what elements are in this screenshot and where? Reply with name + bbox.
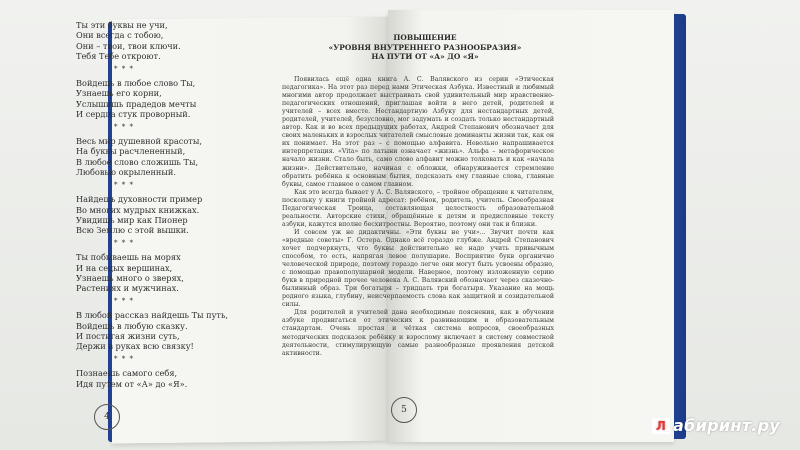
poem-stanza (76, 252, 266, 294)
page-number-left: 4 (94, 404, 120, 430)
poem-line: Растениях и мужчинах. (76, 283, 179, 294)
poem-line: В любой рассказ найдешь Ты путь, (76, 310, 229, 321)
poem-line: Войдешь в любое слово Ты, (76, 78, 196, 89)
stanza-separator: * * * (114, 180, 134, 189)
poem-line: Найдешь духовности пример (76, 194, 203, 205)
poem-line: Познаешь самого себя, (76, 368, 178, 379)
poem-stanza (76, 20, 266, 62)
article-body (282, 76, 554, 358)
article-paragraph: Как это всегда бывает у А. С. Валявского, – тройное обращение к читателям, поскольку у книги тройной адресат: ребёнок, родитель, учитель. Своеобразная Педагогическая Троица, составляющая целостность образовательной реальности. Авторские стихи, обращённые к детям и предисловные тексту азбуки, кажутся вполне бесхитростны. Вероятно, поэтому они так и близки. (282, 188, 554, 228)
article-paragraph: Появилась ещё одна книга А. С. Валявского из серии «Этическая педагогика». На этот раз перед нами Этическая Азбука. Известный и любимый многими автор продолжает выстраивать свой удивительный мир нравственно-педагогических отношений, приглашая войти в него детей, родителей и учителей – всех вместе. Нестандартную Азбуку для нестандартных детей, родителей, учителей, безусловно, мог задумать и создать только нестандартный автор. Как и во всех предыдущих работах, Андрей Степанович обозначает для своих маленьких и взрослых читателей смысловые доминанты жизни так, как он их понимает. На этот раз – с помощью алфавита. Невольно напрашивается интерпретация. «Vita» по латыни означает «жизнь». Альфа – метафорическое начало жизни. Стало быть, само слово алфавит можно толковать и как «начала жизни». Действительно, начиная с обложки, обнаруживается стремление обратить ребёнка к основным бытия, подсказать ему главные слова, главные буквы, самое главное о самом главном. (282, 76, 554, 188)
stanza-separator: * * * (114, 296, 134, 305)
article-heading (290, 33, 560, 62)
poem-line: Любовью окрыленный. (76, 167, 176, 178)
poem-stanza (76, 194, 266, 236)
poem-line: Увидишь мир как Пионер (76, 214, 188, 225)
heading-line: ПОВЫШЕНИЕ (393, 33, 457, 42)
poem-line: Во многих мудрых книжках. (76, 204, 200, 215)
poem-line: Ты эти буквы не учи, (76, 20, 168, 30)
poem-line: Всю Землю с этой вышки. (76, 225, 189, 236)
poem-line: Тебя Тебе откроют. (76, 51, 161, 62)
poem-line: Узнаешь его корни, (76, 88, 162, 99)
labirint-watermark (652, 416, 780, 435)
article-paragraph: И совсем уж не дидактичны. «Эти буквы не учи»... Звучит почти как «вредные советы» Г. Остера. Однако всё гораздо глубже. Андрей Степанович хочет подчеркнуть, что буквы действительно не надо учить привычным способом, то есть, напрягая левое полушарие. Восприятие букв органично человеческой природе, поэтому гораздо легче они могут быть усвоены образно, с помощью правополушарной модели. Наверное, поэтому изложенную серию букв в природной прочее человека А. С. Валявский обозначает через сказочно-былинный образ. Три богатыря – тридцать три богатыря. Указание на мощь родного языка, глубину, неисчерпаемость слова как защитной и созидательной силы. (282, 228, 554, 309)
poem-line: Весь мир душевной красоты, (76, 136, 202, 147)
poem-stanza (76, 368, 266, 389)
poem-line: И постигая жизни суть, (76, 330, 180, 341)
heading-line: «УРОВНЯ ВНУТРЕННЕГО РАЗНООБРАЗИЯ» (328, 42, 522, 52)
poem-line: Они всегда с тобою, (76, 30, 164, 41)
stanza-separator: * * * (114, 64, 134, 73)
article-paragraph: Для родителей и учителей дана необходимые пояснения, как в обучении азбуке продвигаться от этических к развивающим и образовательным стандартам. Очень простая и чёткая система вопросов, своеобразных методических подсказок ребёнку и взрослому включает в систему совместной деятельности, стимулирующую самые разнообразные проявления детской активности. (282, 309, 554, 357)
poem-line: В любое слово сложишь Ты, (76, 156, 199, 167)
poem-line: Услышишь прадедов мечты (76, 98, 197, 109)
poem-line: Держи в руках всю связку! (76, 341, 194, 352)
page-number-right: 5 (391, 397, 417, 423)
poem-line: Они – твои, твои ключи. (76, 40, 181, 51)
poem-stanza (76, 78, 266, 120)
poem-line: Узнаешь много о зверях, (76, 272, 184, 283)
poem (76, 20, 266, 391)
poem-line: Идя путем от «А» до «Я». (76, 378, 188, 389)
poem-line: На буквы расчлененный, (76, 146, 186, 157)
poem-line: И сердца стук проворный. (76, 109, 191, 120)
heading-line: НА ПУТИ ОТ «А» ДО «Я» (371, 52, 479, 62)
stanza-separator: * * * (114, 238, 134, 247)
stanza-separator: * * * (114, 122, 134, 131)
poem-stanza (76, 136, 266, 178)
watermark-text: абиринт.ру (673, 416, 781, 435)
stanza-separator: * * * (114, 354, 134, 363)
poem-stanza (76, 310, 266, 352)
poem-line: И на седых вершинах, (76, 262, 173, 273)
poem-line: Войдешь в любую сказку. (76, 320, 188, 331)
labirint-logo-icon: Л (652, 418, 670, 434)
poem-line: Ты побываешь на морях (76, 252, 181, 263)
